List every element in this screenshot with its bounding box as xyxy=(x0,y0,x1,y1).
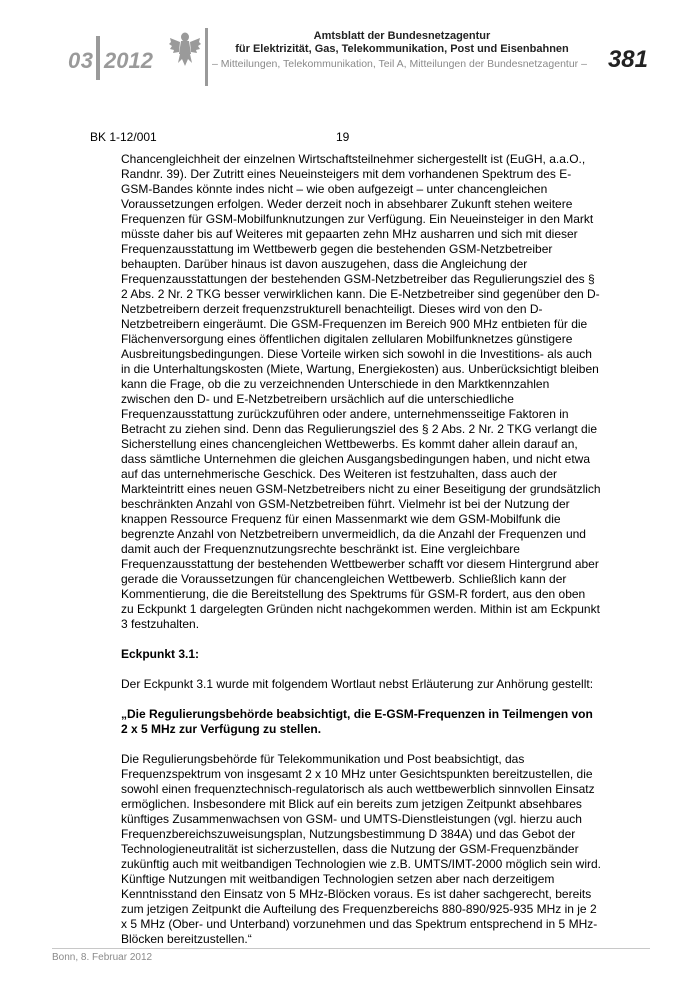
federal-eagle-icon xyxy=(168,30,202,70)
paragraph-3: Die Regulierungsbehörde für Telekommunikation und Post beabsichtigt, das Frequenzspektrum von insgesamt 2 x 10 MHz unter Gesichtspunkten bereitzustellen, die sowohl einen frequenztechnisch-regulatorisch als auch wettbewerblich sinnvollen Einsatz ermöglichen. Insbesondere mit Blick auf ein bereits zum jetzigen Zeitpunkt absehbares künftiges Zusammenwachsen von GSM- und UMTS-Dienstleistungen (vgl. hierzu auch Frequenzbereichszuweisungsplan, Nutzungsbestimmung D 384A) und das Gebot der Technologieneutralität ist sicherzustellen, dass die Nutzung der GSM-Frequenzbänder zukünftig auch mit weitbandigen Technologien wie z.B. UMTS/IMT-2000 möglich sein wird. Künftige Nutzungen mit weitbandigen Technologien setzen aber nach derzeitigem Kenntnisstand den Einsatz von 5 MHz-Blöcken voraus. Es ist daher sachgerecht, bereits zum jetzigen Zeitpunkt die Aufteilung des Frequenzbereichs 880-890/925-935 MHz in je 2 x 5 MHz (Ober- und Unterband) vorzunehmen und das Spektrum entsprechend in 5 MHz-Blöcken bereitzustellen.“ xyxy=(121,752,602,946)
inner-page-number: 19 xyxy=(336,130,350,144)
case-reference: BK 1-12/001 xyxy=(90,130,157,144)
section-heading: Eckpunkt 3.1: xyxy=(121,647,200,661)
quoted-proposal: „Die Regulierungsbehörde beabsichtigt, die E-GSM-Frequenzen in Teilmengen von 2 x 5 MHz zur Verfügung zu stellen. xyxy=(121,707,593,736)
paragraph-1: Chancengleichheit der einzelnen Wirtschaftsteilnehmer sichergestellt ist (EuGH, a.a.O., Randnr. 39). Der Zutritt eines Neueinsteigers mit dem vorhandenen Spektrum des E-GSM-Bandes könnte indes nicht – wie oben aufgezeigt – unter chancengleichen Voraussetzungen erfolgen. Weder derzeit noch in absehbarer Zukunft stehen weitere Frequenzen für GSM-Mobilfunknutzungen zur Verfügung. Ein Neueinsteiger in den Markt müsste daher bis auf Weiteres mit gepaarten zehn MHz ausharren und sich mit dieser Frequenzausstattung im Wettbewerb gegen die bestehenden GSM-Netzbetreiber behaupten. Darüber hinaus ist davon auszugehen, dass die Angleichung der Frequenzausstattungen der bestehenden GSM-Netzbetreiber das Regulierungsziel des § 2 Abs. 2 Nr. 2 TKG besser verwirklichen kann. Die E-Netzbetreiber sind gegenüber den D-Netzbetreibern derzeit frequenzstrukturell benachteiligt. Dieses wird von den D-Netzbetreibern eingeräumt. Die GSM-Frequenzen im Bereich 900 MHz entbieten für die Flächenversorgung eines öffentlichen digitalen zellularen Mobilfunknetzes günstigere Ausbreitungsbedingungen. Diese Vorteile wirken sich sowohl in die Investitions- als auch in die Unterhaltungskosten (Miete, Wartung, Energiekosten) aus. Unberücksichtigt bleiben kann die Frage, ob die zu verzeichnenden Unterschiede in den Marktkennzahlen zwischen den D- und E-Netzbetreibern ursächlich auf die unterschiedliche Frequenzausstattung zurückzuführen oder andere, unternehmensseitige Faktoren in Betracht zu ziehen sind. Denn das Regulierungsziel des § 2 Abs. 2 Nr. 2 TKG verlangt die Sicherstellung eines chancengleichen Wettbewerbs. Es kommt daher allein darauf an, dass sämtliche Unternehmen die gleichen Ausgangsbedingungen haben, und nicht etwa auf das unternehmerische Geschick. Des Weiteren ist festzuhalten, dass auch der Markteintritt eines neuen GSM-Netzbetreibers nicht zu einer Beseitigung der grundsätzlich beschränkten Anzahl von GSM-Netzbetreiben führt. Vielmehr ist bei der Nutzung der knappen Ressource Frequenz für einen Massenmarkt wie dem GSM-Mobilfunk die begrenzte Anzahl von Netzbetreibern unvermeidlich, da die Anzahl der Frequenzen und damit auch der Frequenznutzungsrechte beschränkt ist. Eine vergleichbare Frequenzausstattung der bestehenden Wettbewerber schafft vor diesem Hintergrund aber gerade die Voraussetzungen für chancengleichen Wettbewerb. Schließlich kann der Kommentierung, die die Bereitstellung des Spektrums für GSM-R fordert, aus den oben zu Eckpunkt 1 dargelegten Gründen nicht nachgekommen werden. Mithin ist am Eckpunkt 3 festzuhalten. xyxy=(121,152,601,631)
header-divider xyxy=(205,28,208,86)
document-body xyxy=(121,152,601,962)
section-label: – Mitteilungen, Telekommunikation, Teil A, Mitteilungen der Bundesnetzagentur – xyxy=(212,58,587,70)
page-header xyxy=(0,0,700,95)
paragraph-2: Der Eckpunkt 3.1 wurde mit folgendem Wortlaut nebst Erläuterung zur Anhörung gestellt: xyxy=(121,677,594,691)
issue-year: 2012 xyxy=(104,48,153,73)
gazette-title: Amtsblatt der Bundesnetzagentur xyxy=(313,30,491,42)
footer-divider xyxy=(52,948,650,949)
gazette-subtitle: für Elektrizität, Gas, Telekommunikation, Post und Eisenbahnen xyxy=(235,43,569,55)
page-number: 381 xyxy=(607,46,648,73)
reference-line xyxy=(90,130,610,146)
issue-divider xyxy=(96,36,100,80)
footer-date: Bonn, 8. Februar 2012 xyxy=(52,952,153,963)
issue-number: 03 xyxy=(68,48,94,73)
